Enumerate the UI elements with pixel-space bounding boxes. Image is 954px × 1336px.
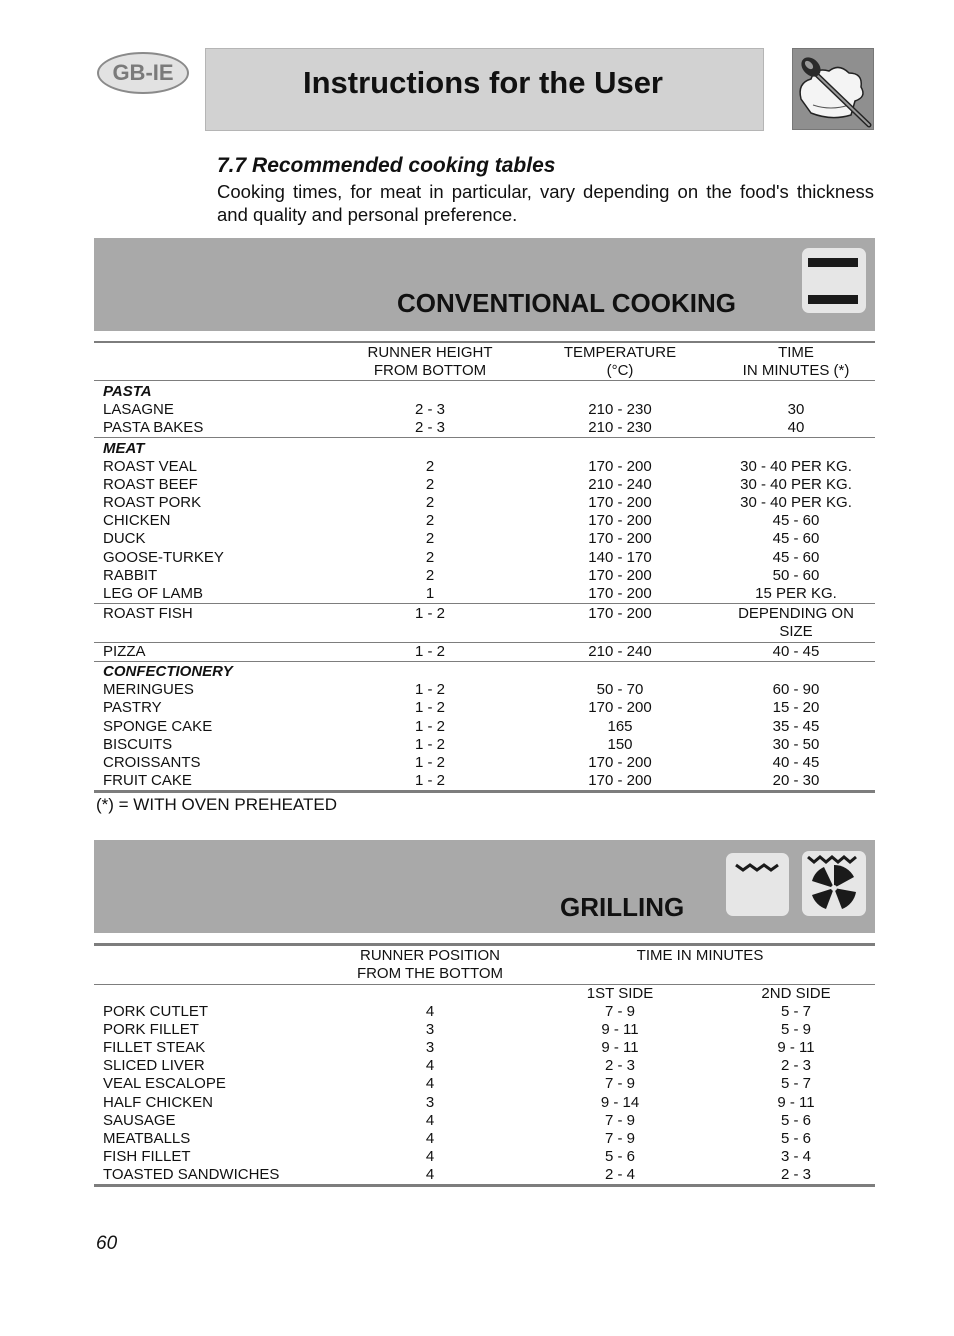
first-side-time: 5 - 6 bbox=[604, 1148, 635, 1165]
temperature-value: 170 - 200 bbox=[588, 567, 652, 584]
first-side-time: 7 - 9 bbox=[604, 1130, 635, 1147]
title-bar bbox=[205, 48, 764, 131]
first-side-time: 9 - 11 bbox=[601, 1039, 639, 1056]
second-side-time: 5 - 7 bbox=[780, 1075, 811, 1092]
table-top-rule bbox=[94, 943, 875, 946]
conventional-cooking-title: CONVENTIONAL COOKING bbox=[397, 288, 736, 318]
time-value: 60 - 90 bbox=[772, 681, 820, 698]
first-side-time: 7 - 9 bbox=[604, 1112, 635, 1129]
dish-name: CHICKEN bbox=[103, 512, 171, 529]
dish-name: CROISSANTS bbox=[103, 754, 201, 771]
time-value: 35 - 45 bbox=[772, 718, 820, 735]
preheat-note: (*) = WITH OVEN PREHEATED bbox=[96, 795, 338, 814]
group-divider bbox=[94, 603, 875, 604]
runner-value: 2 - 3 bbox=[414, 419, 445, 436]
col-header-runner-position: RUNNER POSITION bbox=[359, 947, 500, 964]
runner-value: 3 bbox=[425, 1021, 435, 1038]
runner-value: 4 bbox=[425, 1166, 435, 1183]
temperature-value: 210 - 240 bbox=[588, 643, 652, 660]
second-side-time: 9 - 11 bbox=[777, 1039, 815, 1056]
temperature-value: 170 - 200 bbox=[588, 585, 652, 602]
col-header-temperature: TEMPERATURE bbox=[563, 344, 677, 361]
dish-name: ROAST BEEF bbox=[103, 476, 198, 493]
dish-name: FISH FILLET bbox=[103, 1148, 191, 1165]
runner-value: 1 - 2 bbox=[414, 754, 445, 771]
runner-value: 1 - 2 bbox=[414, 772, 445, 789]
runner-value: 3 bbox=[425, 1094, 435, 1111]
second-side-time: 5 - 6 bbox=[780, 1112, 811, 1129]
dish-name: PORK CUTLET bbox=[103, 1003, 209, 1020]
runner-value: 2 - 3 bbox=[414, 401, 445, 418]
dish-name: SLICED LIVER bbox=[103, 1057, 205, 1074]
temperature-value: 165 bbox=[607, 718, 633, 735]
dish-name: TOASTED SANDWICHES bbox=[103, 1166, 280, 1183]
dish-name: PORK FILLET bbox=[103, 1021, 199, 1038]
second-side-time: 5 - 7 bbox=[780, 1003, 811, 1020]
runner-value: 4 bbox=[425, 1075, 435, 1092]
dish-name: MEATBALLS bbox=[103, 1130, 191, 1147]
dish-name: PASTA BAKES bbox=[103, 419, 204, 436]
first-side-time: 9 - 11 bbox=[601, 1021, 639, 1038]
time-value: 40 - 45 bbox=[772, 754, 820, 771]
temperature-value: 170 - 200 bbox=[588, 605, 652, 622]
col-header-runner-position-sub: FROM THE BOTTOM bbox=[356, 965, 504, 982]
runner-value: 1 - 2 bbox=[414, 699, 445, 716]
temperature-value: 170 - 200 bbox=[588, 754, 652, 771]
runner-value: 2 bbox=[425, 549, 435, 566]
runner-value: 4 bbox=[425, 1003, 435, 1020]
dish-name: LASAGNE bbox=[103, 401, 174, 418]
runner-value: 3 bbox=[425, 1039, 435, 1056]
dish-name: ROAST PORK bbox=[103, 494, 202, 511]
grill-fan-icon bbox=[802, 851, 866, 916]
intro-paragraph: Cooking times, for meat in particular, vary depending on the food's thickness and quality and personal preference. bbox=[217, 181, 874, 225]
section-heading: 7.7 Recommended cooking tables bbox=[217, 154, 556, 177]
dish-name: BISCUITS bbox=[103, 736, 173, 753]
temperature-value: 170 - 200 bbox=[588, 530, 652, 547]
time-value: 15 - 20 bbox=[772, 699, 820, 716]
runner-value: 2 bbox=[425, 530, 435, 547]
grilling-title: GRILLING bbox=[560, 892, 685, 922]
dish-name: FRUIT CAKE bbox=[103, 772, 192, 789]
dish-name: LEG OF LAMB bbox=[103, 585, 204, 602]
dish-name: VEAL ESCALOPE bbox=[103, 1075, 226, 1092]
time-value: 40 bbox=[787, 419, 805, 436]
temperature-value: 210 - 230 bbox=[588, 401, 652, 418]
dish-name: HALF CHICKEN bbox=[103, 1094, 214, 1111]
runner-value: 4 bbox=[425, 1057, 435, 1074]
second-side-time: 2 - 3 bbox=[780, 1166, 811, 1183]
first-side-time: 2 - 3 bbox=[604, 1057, 635, 1074]
temperature-value: 170 - 200 bbox=[588, 772, 652, 789]
header-rule bbox=[94, 380, 875, 381]
first-side-time: 2 - 4 bbox=[604, 1166, 635, 1183]
grilling-band bbox=[94, 840, 875, 933]
col-header-runner-sub: FROM BOTTOM bbox=[373, 362, 487, 379]
temperature-value: 50 - 70 bbox=[596, 681, 644, 698]
time-value: 30 - 40 PER KG. bbox=[740, 458, 852, 475]
temperature-value: 150 bbox=[607, 736, 633, 753]
group-divider bbox=[94, 437, 875, 438]
runner-value: 4 bbox=[425, 1148, 435, 1165]
col-header-first-side: 1ST SIDE bbox=[586, 985, 654, 1002]
runner-value: 1 - 2 bbox=[414, 681, 445, 698]
time-value: 50 - 60 bbox=[772, 567, 820, 584]
temperature-value: 210 - 240 bbox=[588, 476, 652, 493]
temperature-value: 170 - 200 bbox=[588, 699, 652, 716]
dish-name: DUCK bbox=[103, 530, 146, 547]
runner-value: 1 bbox=[425, 585, 435, 602]
temperature-value: 210 - 230 bbox=[588, 419, 652, 436]
runner-value: 2 bbox=[425, 476, 435, 493]
temperature-value: 170 - 200 bbox=[588, 512, 652, 529]
conventional-cooking-band bbox=[94, 238, 875, 331]
temperature-value: 140 - 170 bbox=[588, 549, 652, 566]
table-bottom-rule bbox=[94, 790, 875, 793]
time-value: 30 bbox=[787, 401, 805, 418]
col-header-temperature-unit: (°C) bbox=[606, 362, 634, 379]
second-side-time: 5 - 9 bbox=[780, 1021, 811, 1038]
category-confectionery: CONFECTIONERY bbox=[103, 663, 233, 680]
dish-name: ROAST FISH bbox=[103, 605, 193, 622]
runner-value: 2 bbox=[425, 567, 435, 584]
region-badge bbox=[97, 52, 189, 94]
runner-value: 1 - 2 bbox=[414, 718, 445, 735]
col-header-time: TIME bbox=[778, 344, 814, 361]
dish-name: SAUSAGE bbox=[103, 1112, 176, 1129]
first-side-time: 7 - 9 bbox=[604, 1003, 635, 1020]
category-pasta: PASTA bbox=[103, 383, 152, 400]
runner-value: 4 bbox=[425, 1130, 435, 1147]
time-value-continued: SIZE bbox=[779, 623, 813, 640]
time-value: 30 - 40 PER KG. bbox=[740, 476, 852, 493]
runner-value: 2 bbox=[425, 512, 435, 529]
col-header-time-in-minutes: TIME IN MINUTES bbox=[636, 947, 764, 964]
first-side-time: 9 - 14 bbox=[600, 1094, 640, 1111]
table-bottom-rule bbox=[94, 1184, 875, 1187]
second-side-time: 2 - 3 bbox=[780, 1057, 811, 1074]
category-meat: MEAT bbox=[103, 440, 145, 457]
dish-name: PIZZA bbox=[103, 643, 146, 660]
conventional-oven-icon bbox=[802, 248, 866, 313]
dish-name: ROAST VEAL bbox=[103, 458, 197, 475]
group-divider bbox=[94, 661, 875, 662]
dish-name: MERINGUES bbox=[103, 681, 194, 698]
col-header-time-sub: IN MINUTES (*) bbox=[742, 362, 850, 379]
time-value: 20 - 30 bbox=[772, 772, 820, 789]
time-value: 40 - 45 bbox=[772, 643, 820, 660]
time-value: DEPENDING ON bbox=[738, 605, 854, 622]
time-value: 45 - 60 bbox=[772, 549, 820, 566]
runner-value: 1 - 2 bbox=[414, 605, 445, 622]
time-value: 45 - 60 bbox=[772, 512, 820, 529]
time-value: 15 PER KG. bbox=[755, 585, 837, 602]
table-top-rule bbox=[94, 341, 875, 343]
runner-value: 2 bbox=[425, 458, 435, 475]
time-value: 30 - 50 bbox=[772, 736, 820, 753]
second-side-time: 5 - 6 bbox=[780, 1130, 811, 1147]
runner-value: 1 - 2 bbox=[414, 643, 445, 660]
region-badge-label: GB-IE bbox=[112, 60, 174, 85]
runner-value: 2 bbox=[425, 494, 435, 511]
grill-element-icon bbox=[726, 853, 789, 916]
page-title: Instructions for the User bbox=[303, 65, 663, 100]
dish-name: PASTRY bbox=[103, 699, 162, 716]
col-header-second-side: 2ND SIDE bbox=[761, 985, 831, 1002]
first-side-time: 7 - 9 bbox=[604, 1075, 635, 1092]
second-side-time: 9 - 11 bbox=[777, 1094, 815, 1111]
dish-name: FILLET STEAK bbox=[103, 1039, 206, 1056]
dish-name: RABBIT bbox=[103, 567, 158, 584]
spoon-and-chef-hat-icon bbox=[792, 48, 874, 130]
temperature-value: 170 - 200 bbox=[588, 458, 652, 475]
runner-value: 1 - 2 bbox=[414, 736, 445, 753]
time-value: 30 - 40 PER KG. bbox=[740, 494, 852, 511]
runner-value: 4 bbox=[425, 1112, 435, 1129]
time-value: 45 - 60 bbox=[772, 530, 820, 547]
col-header-runner: RUNNER HEIGHT bbox=[367, 344, 493, 361]
second-side-time: 3 - 4 bbox=[780, 1148, 811, 1165]
page-number: 60 bbox=[96, 1233, 118, 1254]
dish-name: GOOSE-TURKEY bbox=[103, 549, 224, 566]
temperature-value: 170 - 200 bbox=[588, 494, 652, 511]
dish-name: SPONGE CAKE bbox=[103, 718, 213, 735]
